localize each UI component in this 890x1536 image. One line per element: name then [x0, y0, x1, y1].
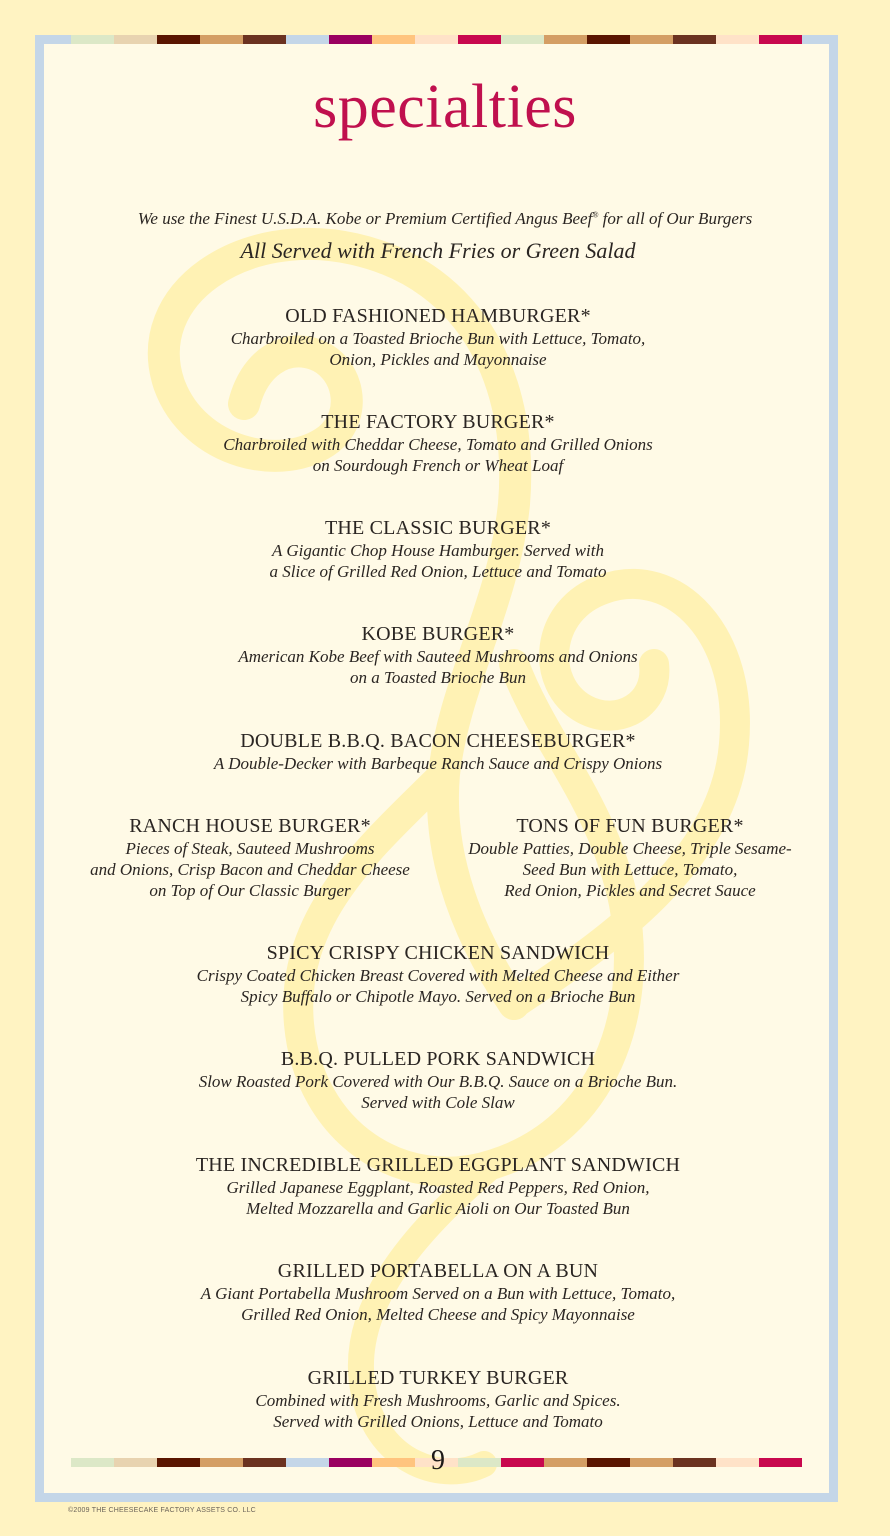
- item-desc-line: Grilled Japanese Eggplant, Roasted Red Peppers, Red Onion,: [226, 1178, 650, 1197]
- item-desc-line: Onion, Pickles and Mayonnaise: [329, 350, 547, 369]
- color-bar-segment: [35, 35, 71, 44]
- color-bar-segment: [329, 35, 372, 44]
- menu-item: [0, 1366, 876, 1432]
- item-desc-line: Spicy Buffalo or Chipotle Mayo. Served on a Brioche Bun: [240, 987, 636, 1006]
- beef-note-end: for all of Our Burgers: [598, 209, 753, 228]
- item-desc-line: American Kobe Beef with Sauteed Mushrooms and Onions: [238, 647, 638, 666]
- beef-note: [0, 209, 890, 229]
- item-desc-line: Served with Cole Slaw: [361, 1093, 515, 1112]
- item-desc-line: Combined with Fresh Mushrooms, Garlic and Spices.: [255, 1391, 621, 1410]
- beef-note-text: We use the Finest U.S.D.A. Kobe or Premium Certified Angus Beef: [137, 209, 593, 228]
- color-bar-segment: [759, 35, 802, 44]
- item-name: OLD FASHIONED HAMBURGER*: [285, 305, 591, 327]
- registered-mark: ®: [592, 210, 599, 220]
- item-desc-line: Charbroiled on a Toasted Brioche Bun with Lettuce, Tomato,: [230, 329, 646, 348]
- item-name: KOBE BURGER*: [361, 623, 515, 645]
- color-bar-segment: [200, 1458, 243, 1467]
- color-bar-segment: [759, 1458, 802, 1467]
- color-bar-segment: [630, 35, 673, 44]
- menu-item: [0, 622, 876, 688]
- color-bar-segment: [286, 1458, 329, 1467]
- item-desc-line: Red Onion, Pickles and Secret Sauce: [504, 881, 756, 900]
- item-desc-line: a Slice of Grilled Red Onion, Lettuce and Tomato: [269, 562, 607, 581]
- item-desc-line: Pieces of Steak, Sauteed Mushrooms: [125, 839, 375, 858]
- item-name: RANCH HOUSE BURGER*: [129, 815, 371, 837]
- item-desc-line: A Gigantic Chop House Hamburger. Served with: [272, 541, 604, 560]
- color-bar-segment: [329, 1458, 372, 1467]
- menu-item: [0, 1047, 876, 1113]
- item-desc-line: on Top of Our Classic Burger: [149, 881, 351, 900]
- menu-item: [0, 1259, 876, 1325]
- color-bar-segment: [243, 35, 286, 44]
- color-bar-segment: [243, 1458, 286, 1467]
- color-bar-segment: [286, 35, 329, 44]
- color-bar-segment: [587, 1458, 630, 1467]
- item-desc-line: Crispy Coated Chicken Breast Covered with Melted Cheese and Either: [196, 966, 680, 985]
- color-bar-segment: [673, 1458, 716, 1467]
- item-desc-line: Charbroiled with Cheddar Cheese, Tomato and Grilled Onions: [223, 435, 653, 454]
- menu-item: [0, 941, 876, 1007]
- color-bar-segment: [415, 35, 458, 44]
- color-bar-segment: [157, 1458, 200, 1467]
- color-bar-segment: [501, 35, 544, 44]
- color-bar-segment: [114, 35, 157, 44]
- item-desc-line: Melted Mozzarella and Garlic Aioli on Our Toasted Bun: [246, 1199, 630, 1218]
- item-name: GRILLED PORTABELLA ON A BUN: [277, 1260, 599, 1282]
- page-title: specialties: [313, 73, 577, 141]
- menu-item: [440, 814, 820, 901]
- color-bar-segment: [157, 35, 200, 44]
- item-desc-line: Seed Bun with Lettuce, Tomato,: [522, 860, 738, 879]
- item-name: SPICY CRISPY CHICKEN SANDWICH: [266, 942, 610, 964]
- item-desc-line: Served with Grilled Onions, Lettuce and Tomato: [273, 1412, 603, 1431]
- item-name: DOUBLE B.B.Q. BACON CHEESEBURGER*: [240, 730, 636, 752]
- menu-item: [0, 304, 876, 370]
- item-desc-line: Grilled Red Onion, Melted Cheese and Spicy Mayonnaise: [241, 1305, 635, 1324]
- item-name: THE INCREDIBLE GRILLED EGGPLANT SANDWICH: [195, 1154, 681, 1176]
- item-name: THE FACTORY BURGER*: [321, 411, 555, 433]
- item-name: TONS OF FUN BURGER*: [516, 815, 744, 837]
- color-bar-segment: [458, 1458, 501, 1467]
- color-bar-segment: [114, 1458, 157, 1467]
- color-bar-segment: [716, 1458, 759, 1467]
- color-bar-segment: [630, 1458, 673, 1467]
- item-name: GRILLED TURKEY BURGER: [307, 1367, 569, 1389]
- item-desc-line: on Sourdough French or Wheat Loaf: [312, 456, 564, 475]
- color-bar-segment: [802, 35, 837, 44]
- color-bar-segment: [544, 1458, 587, 1467]
- item-desc-line: and Onions, Crisp Bacon and Cheddar Cheese: [90, 860, 410, 879]
- item-name: THE CLASSIC BURGER*: [324, 517, 552, 539]
- item-desc-line: A Double-Decker with Barbeque Ranch Sauce and Crispy Onions: [213, 754, 663, 773]
- color-bar-segment: [673, 35, 716, 44]
- item-desc-line: on a Toasted Brioche Bun: [350, 668, 526, 687]
- item-desc-line: Slow Roasted Pork Covered with Our B.B.Q. Sauce on a Brioche Bun.: [198, 1072, 678, 1091]
- menu-item: [0, 1153, 876, 1219]
- item-desc-line: A Giant Portabella Mushroom Served on a Bun with Lettuce, Tomato,: [200, 1284, 676, 1303]
- color-bar-segment: [200, 35, 243, 44]
- color-bar-segment: [501, 1458, 544, 1467]
- color-bar-segment: [71, 35, 114, 44]
- copyright-notice: ©2009 THE CHEESECAKE FACTORY ASSETS CO. LLC: [68, 1507, 256, 1514]
- menu-item: [0, 516, 876, 582]
- page-number: 9: [431, 1445, 445, 1476]
- sides-note: All Served with French Fries or Green Salad: [240, 238, 636, 263]
- item-desc-line: Double Patties, Double Cheese, Triple Sesame-: [468, 839, 792, 858]
- menu-item: [0, 410, 876, 476]
- menu-item: [55, 814, 445, 901]
- color-bar-segment: [716, 35, 759, 44]
- top-color-bar: [35, 35, 837, 44]
- color-bar-segment: [372, 35, 415, 44]
- color-bar-segment: [372, 1458, 415, 1467]
- color-bar-segment: [71, 1458, 114, 1467]
- color-bar-segment: [458, 35, 501, 44]
- menu-item: [0, 729, 876, 774]
- color-bar-segment: [544, 35, 587, 44]
- color-bar-segment: [587, 35, 630, 44]
- item-name: B.B.Q. PULLED PORK SANDWICH: [280, 1048, 596, 1070]
